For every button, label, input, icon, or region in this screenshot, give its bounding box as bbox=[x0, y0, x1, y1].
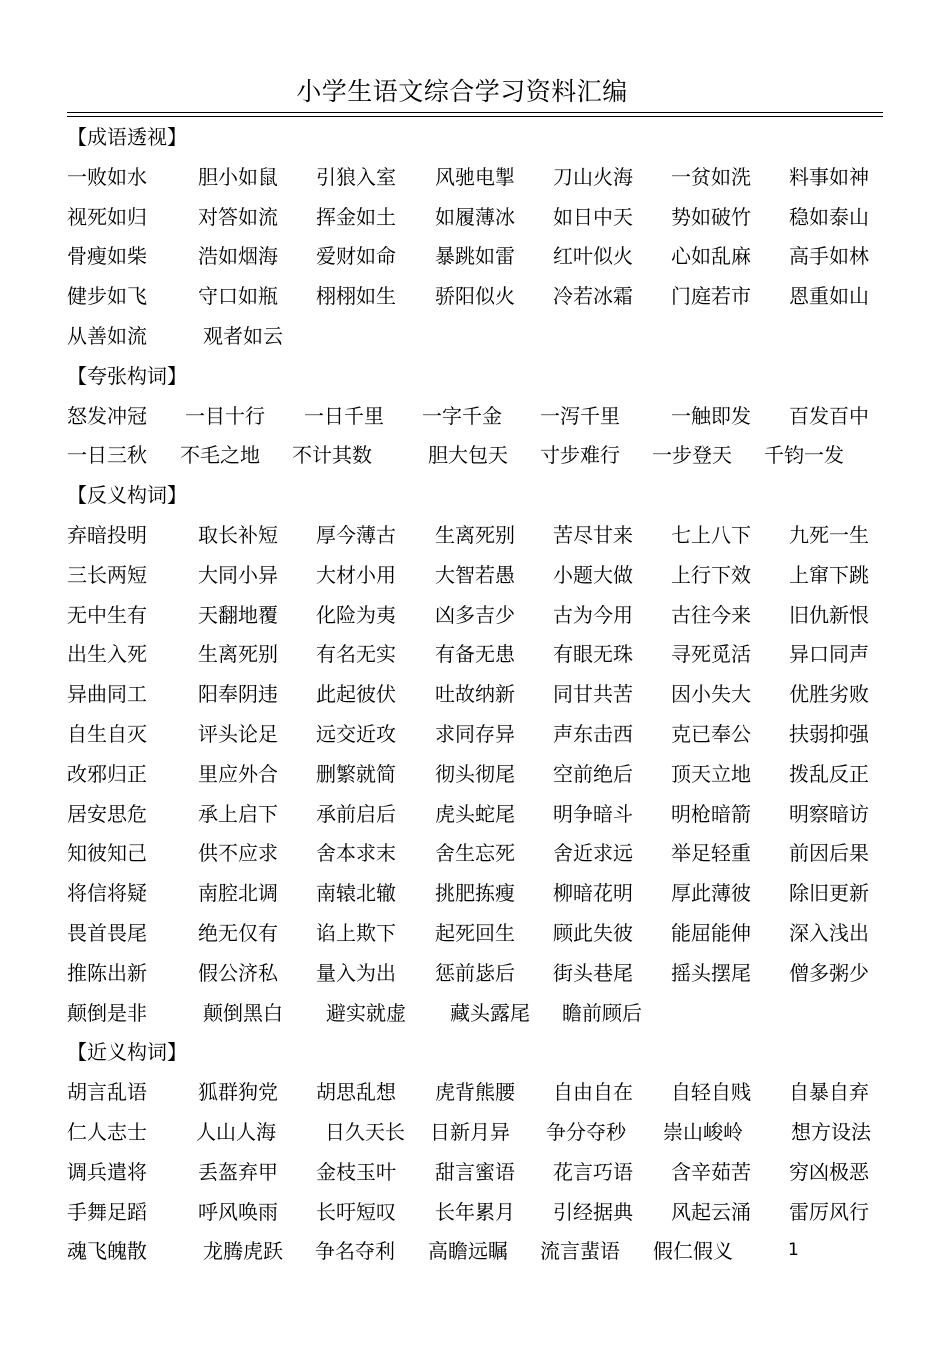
idiom-item: 料事如神 bbox=[789, 164, 869, 189]
idiom-item: 有名无实 bbox=[316, 642, 396, 667]
idiom-item: 古为今用 bbox=[553, 602, 633, 627]
idiom-row bbox=[67, 994, 887, 1034]
idiom-item: 明察暗访 bbox=[789, 801, 869, 826]
idiom-item: 评头论足 bbox=[198, 721, 278, 746]
idiom-item: 寻死觅活 bbox=[671, 642, 751, 667]
idiom-row bbox=[67, 237, 887, 277]
idiom-item: 金枝玉叶 bbox=[316, 1159, 396, 1184]
idiom-item: 恩重如山 bbox=[789, 284, 869, 309]
idiom-item: 一步登天 bbox=[652, 443, 732, 468]
title-rule-thick bbox=[67, 112, 883, 113]
idiom-item: 小题大做 bbox=[553, 562, 633, 587]
idiom-item: 胡思乱想 bbox=[316, 1080, 396, 1105]
idiom-item: 寸步难行 bbox=[540, 443, 620, 468]
idiom-item: 一败如水 bbox=[67, 164, 147, 189]
idiom-item: 畏首畏尾 bbox=[67, 920, 147, 945]
idiom-item: 心如乱麻 bbox=[671, 244, 751, 269]
idiom-item: 魂飞魄散 bbox=[67, 1239, 147, 1264]
idiom-item: 胆大包天 bbox=[428, 443, 508, 468]
idiom-item: 争分夺秒 bbox=[546, 1119, 626, 1144]
idiom-item: 南腔北调 bbox=[198, 881, 278, 906]
idiom-item: 上窜下跳 bbox=[789, 562, 869, 587]
idiom-item: 天翻地覆 bbox=[198, 602, 278, 627]
idiom-item: 异口同声 bbox=[789, 642, 869, 667]
idiom-item: 优胜劣败 bbox=[789, 682, 869, 707]
idiom-item: 颠倒是非 bbox=[67, 1000, 147, 1025]
idiom-item: 大同小异 bbox=[198, 562, 278, 587]
idiom-item: 稳如泰山 bbox=[789, 204, 869, 229]
idiom-item: 冷若冰霜 bbox=[553, 284, 633, 309]
idiom-item: 删繁就简 bbox=[316, 761, 396, 786]
idiom-item: 将信将疑 bbox=[67, 881, 147, 906]
idiom-row bbox=[67, 954, 887, 994]
idiom-item: 仁人志士 bbox=[67, 1119, 147, 1144]
document-body bbox=[67, 118, 887, 1272]
idiom-item: 假公济私 bbox=[198, 960, 278, 985]
idiom-item: 承前启后 bbox=[316, 801, 396, 826]
idiom-row bbox=[67, 397, 887, 437]
idiom-item: 呼风唤雨 bbox=[198, 1199, 278, 1224]
idiom-row bbox=[67, 874, 887, 914]
idiom-item: 风起云涌 bbox=[671, 1199, 751, 1224]
idiom-item: 爱财如命 bbox=[316, 244, 396, 269]
idiom-item: 门庭若市 bbox=[671, 284, 751, 309]
idiom-item: 怒发冲冠 bbox=[67, 403, 147, 428]
idiom-item: 假仁假义 bbox=[653, 1239, 733, 1264]
idiom-item: 量入为出 bbox=[316, 960, 396, 985]
idiom-item: 取长补短 bbox=[198, 522, 278, 547]
idiom-item: 苦尽甘来 bbox=[553, 522, 633, 547]
idiom-item: 一目十行 bbox=[185, 403, 265, 428]
idiom-item: 人山人海 bbox=[196, 1119, 276, 1144]
idiom-item: 拨乱反正 bbox=[789, 761, 869, 786]
idiom-item: 不毛之地 bbox=[180, 443, 260, 468]
idiom-item: 不计其数 bbox=[292, 443, 372, 468]
idiom-item: 此起彼伏 bbox=[316, 682, 396, 707]
idiom-row bbox=[67, 1153, 887, 1193]
idiom-item: 一触即发 bbox=[671, 403, 751, 428]
idiom-item: 丢盔弃甲 bbox=[198, 1159, 278, 1184]
idiom-item: 生离死别 bbox=[435, 522, 515, 547]
idiom-item: 谄上欺下 bbox=[316, 920, 396, 945]
idiom-item: 自暴自弃 bbox=[789, 1080, 869, 1105]
idiom-item: 除旧更新 bbox=[789, 881, 869, 906]
idiom-item: 里应外合 bbox=[198, 761, 278, 786]
idiom-item: 远交近攻 bbox=[316, 721, 396, 746]
idiom-item: 空前绝后 bbox=[553, 761, 633, 786]
idiom-row bbox=[67, 556, 887, 596]
idiom-item: 厚今薄古 bbox=[316, 522, 396, 547]
idiom-item: 知彼知己 bbox=[67, 841, 147, 866]
idiom-item: 刀山火海 bbox=[553, 164, 633, 189]
idiom-item: 古往今来 bbox=[671, 602, 751, 627]
idiom-item: 浩如烟海 bbox=[198, 244, 278, 269]
idiom-item: 日久天长 bbox=[325, 1119, 405, 1144]
idiom-item: 穷凶极恶 bbox=[789, 1159, 869, 1184]
idiom-item: 舍近求远 bbox=[553, 841, 633, 866]
idiom-item: 前因后果 bbox=[789, 841, 869, 866]
idiom-item: 暴跳如雷 bbox=[435, 244, 515, 269]
idiom-item: 红叶似火 bbox=[553, 244, 633, 269]
idiom-item: 求同存异 bbox=[435, 721, 515, 746]
idiom-row bbox=[67, 277, 887, 317]
idiom-item: 栩栩如生 bbox=[316, 284, 396, 309]
idiom-item: 厚此薄彼 bbox=[671, 881, 751, 906]
idiom-item: 势如破竹 bbox=[671, 204, 751, 229]
idiom-item: 一日三秋 bbox=[67, 443, 147, 468]
idiom-item: 大材小用 bbox=[316, 562, 396, 587]
idiom-item: 推陈出新 bbox=[67, 960, 147, 985]
idiom-item: 对答如流 bbox=[198, 204, 278, 229]
idiom-item: 彻头彻尾 bbox=[435, 761, 515, 786]
page-title: 小学生语文综合学习资料汇编 bbox=[296, 77, 628, 106]
idiom-item: 明枪暗箭 bbox=[671, 801, 751, 826]
idiom-item: 旧仇新恨 bbox=[789, 602, 869, 627]
idiom-item: 舍本求末 bbox=[316, 841, 396, 866]
idiom-item: 有眼无珠 bbox=[553, 642, 633, 667]
idiom-item: 无中生有 bbox=[67, 602, 147, 627]
idiom-item: 举足轻重 bbox=[671, 841, 751, 866]
idiom-item: 骨瘦如柴 bbox=[67, 244, 147, 269]
idiom-item: 手舞足蹈 bbox=[67, 1199, 147, 1224]
idiom-item: 顶天立地 bbox=[671, 761, 751, 786]
idiom-item: 自生自灭 bbox=[67, 721, 147, 746]
idiom-item: 引经据典 bbox=[553, 1199, 633, 1224]
idiom-item: 千钧一发 bbox=[764, 443, 844, 468]
idiom-item: 流言蜚语 bbox=[540, 1239, 620, 1264]
idiom-row bbox=[67, 715, 887, 755]
idiom-item: 改邪归正 bbox=[67, 761, 147, 786]
idiom-item: 从善如流 bbox=[67, 323, 147, 348]
idiom-item: 街头巷尾 bbox=[553, 960, 633, 985]
idiom-item: 异曲同工 bbox=[67, 682, 147, 707]
idiom-item: 凶多吉少 bbox=[435, 602, 515, 627]
idiom-item: 守口如瓶 bbox=[198, 284, 278, 309]
idiom-item: 雷厉风行 bbox=[789, 1199, 869, 1224]
idiom-item: 生离死别 bbox=[198, 642, 278, 667]
page-number: 1 bbox=[788, 1240, 799, 1260]
idiom-item: 风驰电掣 bbox=[435, 164, 515, 189]
idiom-row bbox=[67, 834, 887, 874]
idiom-item: 同甘共苦 bbox=[553, 682, 633, 707]
idiom-row bbox=[67, 317, 887, 357]
idiom-item: 自轻自贱 bbox=[671, 1080, 751, 1105]
idiom-item: 因小失大 bbox=[671, 682, 751, 707]
idiom-item: 一日千里 bbox=[304, 403, 384, 428]
idiom-item: 健步如飞 bbox=[67, 284, 147, 309]
idiom-item: 挑肥拣瘦 bbox=[435, 881, 515, 906]
idiom-row bbox=[67, 1073, 887, 1113]
idiom-item: 顾此失彼 bbox=[553, 920, 633, 945]
idiom-item: 明争暗斗 bbox=[553, 801, 633, 826]
idiom-item: 弃暗投明 bbox=[67, 522, 147, 547]
idiom-item: 绝无仅有 bbox=[198, 920, 278, 945]
idiom-item: 长年累月 bbox=[435, 1199, 515, 1224]
idiom-item: 藏头露尾 bbox=[450, 1000, 530, 1025]
idiom-item: 南辕北辙 bbox=[316, 881, 396, 906]
idiom-row bbox=[67, 158, 887, 198]
section-heading: 【夸张构词】 bbox=[67, 363, 187, 388]
idiom-item: 胡言乱语 bbox=[67, 1080, 147, 1105]
idiom-item: 挥金如土 bbox=[316, 204, 396, 229]
idiom-item: 龙腾虎跃 bbox=[203, 1239, 283, 1264]
idiom-item: 一字千金 bbox=[422, 403, 502, 428]
idiom-item: 如履薄冰 bbox=[435, 204, 515, 229]
title-rule-thin bbox=[67, 116, 883, 117]
idiom-item: 含辛茹苦 bbox=[671, 1159, 751, 1184]
idiom-item: 狐群狗党 bbox=[198, 1080, 278, 1105]
idiom-row bbox=[67, 1193, 887, 1233]
idiom-item: 惩前毖后 bbox=[435, 960, 515, 985]
idiom-item: 崇山峻岭 bbox=[663, 1119, 743, 1144]
idiom-row bbox=[67, 1113, 887, 1153]
idiom-item: 虎头蛇尾 bbox=[435, 801, 515, 826]
idiom-row bbox=[67, 436, 887, 476]
idiom-item: 扶弱抑强 bbox=[789, 721, 869, 746]
idiom-item: 摇头摆尾 bbox=[671, 960, 751, 985]
idiom-item: 百发百中 bbox=[789, 403, 869, 428]
idiom-row bbox=[67, 635, 887, 675]
idiom-item: 引狼入室 bbox=[316, 164, 396, 189]
idiom-row bbox=[67, 675, 887, 715]
idiom-item: 骄阳似火 bbox=[435, 284, 515, 309]
idiom-item: 化险为夷 bbox=[316, 602, 396, 627]
idiom-row bbox=[67, 755, 887, 795]
idiom-item: 争名夺利 bbox=[315, 1239, 395, 1264]
idiom-item: 一泻千里 bbox=[540, 403, 620, 428]
idiom-item: 虎背熊腰 bbox=[435, 1080, 515, 1105]
idiom-item: 克已奉公 bbox=[671, 721, 751, 746]
idiom-item: 供不应求 bbox=[198, 841, 278, 866]
idiom-item: 柳暗花明 bbox=[553, 881, 633, 906]
idiom-item: 高瞻远瞩 bbox=[428, 1239, 508, 1264]
idiom-item: 避实就虚 bbox=[326, 1000, 406, 1025]
idiom-item: 居安思危 bbox=[67, 801, 147, 826]
idiom-item: 僧多粥少 bbox=[789, 960, 869, 985]
idiom-row bbox=[67, 516, 887, 556]
idiom-item: 承上启下 bbox=[198, 801, 278, 826]
idiom-row bbox=[67, 596, 887, 636]
idiom-item: 胆小如鼠 bbox=[198, 164, 278, 189]
idiom-item: 想方设法 bbox=[791, 1119, 871, 1144]
section-heading: 【近义构词】 bbox=[67, 1040, 187, 1065]
idiom-item: 深入浅出 bbox=[789, 920, 869, 945]
idiom-item: 有备无患 bbox=[435, 642, 515, 667]
idiom-item: 一贫如洗 bbox=[671, 164, 751, 189]
idiom-row bbox=[67, 795, 887, 835]
idiom-item: 声东击西 bbox=[553, 721, 633, 746]
idiom-item: 如日中天 bbox=[553, 204, 633, 229]
idiom-item: 九死一生 bbox=[789, 522, 869, 547]
idiom-item: 三长两短 bbox=[67, 562, 147, 587]
idiom-item: 能屈能伸 bbox=[671, 920, 751, 945]
idiom-item: 高手如林 bbox=[789, 244, 869, 269]
idiom-item: 起死回生 bbox=[435, 920, 515, 945]
idiom-item: 七上八下 bbox=[671, 522, 751, 547]
idiom-item: 大智若愚 bbox=[435, 562, 515, 587]
idiom-item: 甜言蜜语 bbox=[435, 1159, 515, 1184]
idiom-item: 自由自在 bbox=[553, 1080, 633, 1105]
idiom-item: 观者如云 bbox=[203, 323, 283, 348]
idiom-row bbox=[67, 198, 887, 238]
section-heading: 【成语透视】 bbox=[67, 125, 187, 149]
idiom-item: 出生入死 bbox=[67, 642, 147, 667]
idiom-item: 瞻前顾后 bbox=[562, 1000, 642, 1025]
section-heading: 【反义构词】 bbox=[67, 483, 187, 508]
idiom-item: 颠倒黑白 bbox=[203, 1000, 283, 1025]
idiom-item: 阳奉阴违 bbox=[198, 682, 278, 707]
idiom-item: 视死如归 bbox=[67, 204, 147, 229]
idiom-row bbox=[67, 1232, 887, 1272]
idiom-item: 吐故纳新 bbox=[435, 682, 515, 707]
idiom-item: 上行下效 bbox=[671, 562, 751, 587]
idiom-item: 长吁短叹 bbox=[316, 1199, 396, 1224]
idiom-item: 日新月异 bbox=[430, 1119, 510, 1144]
idiom-item: 花言巧语 bbox=[553, 1159, 633, 1184]
idiom-item: 调兵遣将 bbox=[67, 1159, 147, 1184]
idiom-item: 舍生忘死 bbox=[435, 841, 515, 866]
idiom-row bbox=[67, 914, 887, 954]
